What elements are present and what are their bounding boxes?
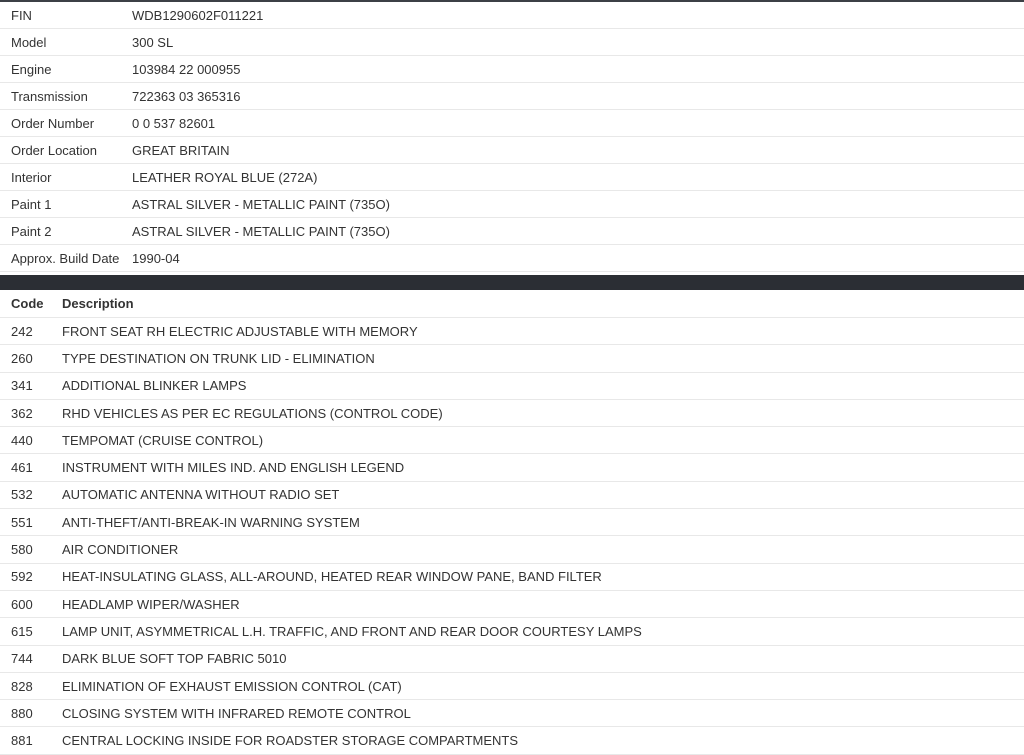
option-code-row — [0, 618, 1024, 645]
option-code-row — [0, 373, 1024, 400]
option-code-row — [0, 536, 1024, 563]
option-code: 260 — [11, 350, 33, 366]
option-code-row — [0, 646, 1024, 673]
option-description: TYPE DESTINATION ON TRUNK LID - ELIMINATION — [62, 350, 375, 366]
option-code: 242 — [11, 323, 33, 339]
vehicle-info-value: 0 0 537 82601 — [132, 115, 216, 131]
option-code: 615 — [11, 623, 33, 639]
vehicle-info-section — [0, 2, 1024, 272]
option-code-row — [0, 400, 1024, 427]
option-codes-header-row — [0, 290, 1024, 318]
option-code-row — [0, 509, 1024, 536]
code-column-header: Code — [11, 296, 44, 311]
option-code-row — [0, 427, 1024, 454]
vehicle-info-label: Order Number — [11, 115, 95, 131]
option-description: ELIMINATION OF EXHAUST EMISSION CONTROL (CAT) — [62, 678, 402, 694]
vehicle-info-label: Order Location — [11, 142, 97, 158]
option-code-row — [0, 591, 1024, 618]
option-description: HEADLAMP WIPER/WASHER — [62, 596, 240, 612]
option-code: 362 — [11, 405, 33, 421]
option-code-row — [0, 318, 1024, 345]
option-description: AUTOMATIC ANTENNA WITHOUT RADIO SET — [62, 487, 340, 503]
vehicle-info-value: LEATHER ROYAL BLUE (272A) — [132, 169, 318, 185]
option-code: 881 — [11, 733, 33, 749]
option-description: AIR CONDITIONER — [62, 542, 179, 558]
option-code: 744 — [11, 651, 33, 667]
option-code: 592 — [11, 569, 33, 585]
option-description: DARK BLUE SOFT TOP FABRIC 5010 — [62, 651, 287, 667]
option-code-row — [0, 454, 1024, 481]
vehicle-info-label: FIN — [11, 7, 32, 23]
vehicle-info-value: ASTRAL SILVER - METALLIC PAINT (735O) — [132, 223, 390, 239]
vehicle-info-row — [0, 164, 1024, 191]
option-description: LAMP UNIT, ASYMMETRICAL L.H. TRAFFIC, AND FRONT AND REAR DOOR COURTESY LAMPS — [62, 623, 642, 639]
vehicle-info-label: Paint 1 — [11, 196, 52, 212]
option-code-row — [0, 673, 1024, 700]
vehicle-info-value: ASTRAL SILVER - METALLIC PAINT (735O) — [132, 196, 390, 212]
vehicle-info-label: Model — [11, 34, 47, 50]
option-description: ADDITIONAL BLINKER LAMPS — [62, 378, 247, 394]
option-code-row — [0, 345, 1024, 372]
option-code: 600 — [11, 596, 33, 612]
option-code: 532 — [11, 487, 33, 503]
option-description: HEAT-INSULATING GLASS, ALL-AROUND, HEATED REAR WINDOW PANE, BAND FILTER — [62, 569, 602, 585]
vehicle-info-row — [0, 137, 1024, 164]
vehicle-info-row — [0, 83, 1024, 110]
option-description: CLOSING SYSTEM WITH INFRARED REMOTE CONTROL — [62, 705, 411, 721]
option-code: 580 — [11, 542, 33, 558]
vehicle-info-row — [0, 245, 1024, 272]
option-codes-table — [0, 290, 1024, 755]
option-code-row — [0, 564, 1024, 591]
vehicle-info-value: 103984 22 000955 — [132, 61, 241, 77]
option-code: 440 — [11, 432, 33, 448]
option-code: 461 — [11, 460, 33, 476]
description-column-header: Description — [62, 296, 134, 311]
option-code: 341 — [11, 378, 33, 394]
vehicle-info-row — [0, 110, 1024, 137]
vehicle-info-label: Approx. Build Date — [11, 250, 120, 266]
vehicle-info-row — [0, 29, 1024, 56]
option-description: INSTRUMENT WITH MILES IND. AND ENGLISH LEGEND — [62, 460, 405, 476]
section-divider-bar — [0, 275, 1024, 290]
option-code-row — [0, 727, 1024, 754]
vehicle-info-value: 300 SL — [132, 34, 174, 50]
option-description: CENTRAL LOCKING INSIDE FOR ROADSTER STORAGE COMPARTMENTS — [62, 733, 519, 749]
vehicle-info-label: Transmission — [11, 88, 88, 104]
option-code: 551 — [11, 514, 33, 530]
option-code: 828 — [11, 678, 33, 694]
vehicle-info-row — [0, 2, 1024, 29]
vehicle-info-value: 1990-04 — [132, 250, 180, 266]
option-code-row — [0, 700, 1024, 727]
vehicle-info-value: 722363 03 365316 — [132, 88, 241, 104]
vehicle-info-row — [0, 56, 1024, 83]
vehicle-info-label: Engine — [11, 61, 52, 77]
vehicle-info-label: Interior — [11, 169, 52, 185]
option-description: RHD VEHICLES AS PER EC REGULATIONS (CONTROL CODE) — [62, 405, 443, 421]
vehicle-info-value: GREAT BRITAIN — [132, 142, 230, 158]
option-code: 880 — [11, 705, 33, 721]
vehicle-info-row — [0, 191, 1024, 218]
option-description: ANTI-THEFT/ANTI-BREAK-IN WARNING SYSTEM — [62, 514, 360, 530]
vehicle-info-row — [0, 218, 1024, 245]
vehicle-info-value: WDB1290602F011221 — [132, 7, 264, 23]
vehicle-info-label: Paint 2 — [11, 223, 52, 239]
option-description: TEMPOMAT (CRUISE CONTROL) — [62, 432, 264, 448]
option-description: FRONT SEAT RH ELECTRIC ADJUSTABLE WITH MEMORY — [62, 323, 418, 339]
option-code-row — [0, 482, 1024, 509]
